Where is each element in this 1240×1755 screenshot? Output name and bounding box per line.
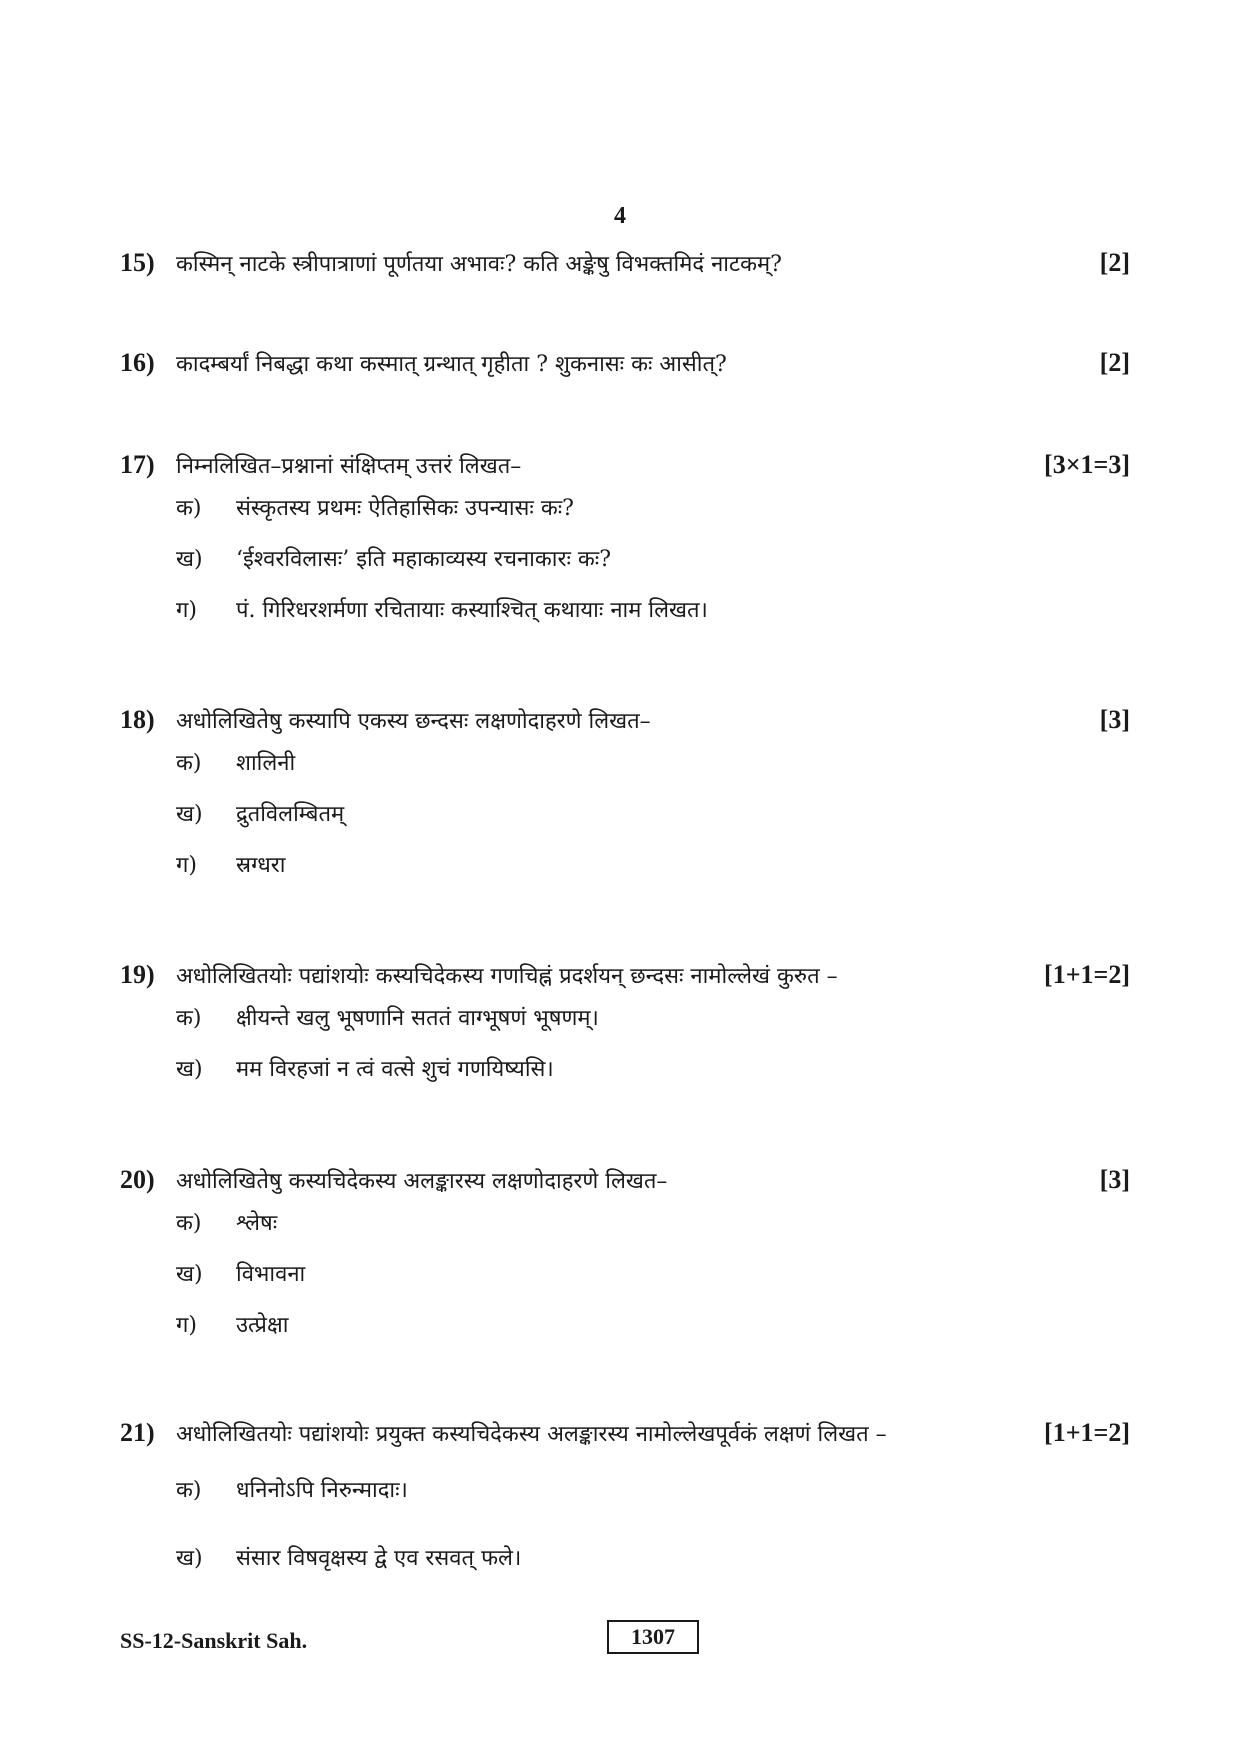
option-label: क) (176, 496, 202, 521)
question-15 (120, 248, 1130, 280)
option-item (176, 1260, 1130, 1290)
option-text: स्रग्धरा (236, 853, 286, 878)
option-item (176, 1209, 1130, 1239)
option-list (120, 1004, 1130, 1085)
question-number: 16) (120, 348, 155, 377)
question-21 (120, 1418, 1130, 1595)
question-text: अधोलिखितेषु कस्यापि एकस्य छन्दसः लक्षणोदाहरणे लिखत– (176, 709, 651, 734)
option-item (176, 749, 1130, 779)
option-label: क) (176, 1006, 202, 1031)
option-label: ग) (176, 853, 197, 878)
option-label: ख) (176, 1057, 203, 1082)
option-text: क्षीयन्ते खलु भूषणानि सततं वाग्भूषणं भूषणम्। (236, 1006, 599, 1031)
question-number: 15) (120, 248, 155, 277)
option-label: ख) (176, 1546, 203, 1571)
question-17 (120, 450, 1130, 647)
option-text: विभावना (236, 1262, 306, 1287)
option-item (176, 1055, 1130, 1085)
option-item (176, 1476, 1130, 1506)
question-marks: [1+1=2] (1036, 1418, 1130, 1448)
option-item (176, 494, 1130, 524)
option-list (120, 494, 1130, 626)
question-text: निम्नलिखित–प्रश्नानां संक्षिप्तम् उत्तरं लिखत– (176, 454, 522, 479)
option-label: ख) (176, 547, 203, 572)
paper-code: SS-12-Sanskrit Sah. (120, 1628, 308, 1653)
option-label: क) (176, 751, 202, 776)
option-list (120, 1476, 1130, 1574)
page-serial-box: 1307 (607, 1620, 699, 1654)
option-text: द्रुतविलम्बितम् (236, 802, 345, 827)
question-number: 18) (120, 705, 155, 734)
page-number: 4 (614, 203, 626, 229)
option-label: क) (176, 1211, 202, 1236)
option-text: संस्कृतस्य प्रथमः ऐतिहासिकः उपन्यासः कः? (236, 496, 574, 521)
question-text: अधोलिखितयोः पद्यांशयोः प्रयुक्त कस्यचिदेकस्य अलङ्कारस्य नामोल्लेखपूर्वकं लक्षणं लिखत – (176, 1422, 887, 1447)
option-text: शालिनी (236, 751, 296, 776)
option-text: ‘ईश्वरविलासः’ इति महाकाव्यस्य रचनाकारः कः? (236, 547, 612, 572)
option-item (176, 800, 1130, 830)
question-marks: [2] (1092, 248, 1130, 278)
option-item (176, 596, 1130, 626)
option-item (176, 1311, 1130, 1341)
question-text: अधोलिखितेषु कस्यचिदेकस्य अलङ्कारस्य लक्षणोदाहरणे लिखत– (176, 1169, 668, 1194)
option-label: ग) (176, 598, 197, 623)
question-marks: [2] (1092, 348, 1130, 378)
question-16 (120, 348, 1130, 380)
option-item (176, 1004, 1130, 1034)
question-marks: [3×1=3] (1036, 450, 1130, 480)
option-text: धनिनोऽपि निरुन्मादाः। (236, 1478, 408, 1503)
question-18 (120, 705, 1130, 902)
question-number: 19) (120, 960, 155, 989)
question-text: अधोलिखितयोः पद्यांशयोः कस्यचिदेकस्य गणचिह्नं प्रदर्शयन् छन्दसः नामोल्लेखं कुरुत – (176, 964, 838, 989)
option-label: ग) (176, 1313, 197, 1338)
option-text: संसार विषवृक्षस्य द्वे एव रसवत् फले। (236, 1546, 522, 1571)
question-19 (120, 960, 1130, 1106)
question-marks: [3] (1092, 1165, 1130, 1195)
question-marks: [3] (1092, 705, 1130, 735)
option-list (120, 749, 1130, 881)
option-text: मम विरहजां न त्वं वत्से शुचं गणयिष्यसि। (236, 1057, 554, 1082)
option-item (176, 851, 1130, 881)
question-20 (120, 1165, 1130, 1362)
question-text: कादम्बर्यां निबद्धा कथा कस्मात् ग्रन्थात् गृहीता ? शुकनासः कः आसीत्? (176, 352, 727, 377)
question-number: 17) (120, 450, 155, 479)
option-text: श्लेषः (236, 1211, 278, 1236)
option-label: क) (176, 1478, 202, 1503)
option-list (120, 1209, 1130, 1341)
option-label: ख) (176, 1262, 203, 1287)
question-marks: [1+1=2] (1036, 960, 1130, 990)
option-item (176, 1544, 1130, 1574)
question-number: 20) (120, 1165, 155, 1194)
question-text: कस्मिन् नाटके स्त्रीपात्राणां पूर्णतया अभावः? कति अङ्केषु विभक्तमिदं नाटकम्? (176, 252, 782, 277)
option-text: पं. गिरिधरशर्मणा रचितायाः कस्याश्चित् कथायाः नाम लिखत। (236, 598, 708, 623)
question-number: 21) (120, 1418, 155, 1447)
option-label: ख) (176, 802, 203, 827)
option-text: उत्प्रेक्षा (236, 1313, 289, 1338)
option-item (176, 545, 1130, 575)
